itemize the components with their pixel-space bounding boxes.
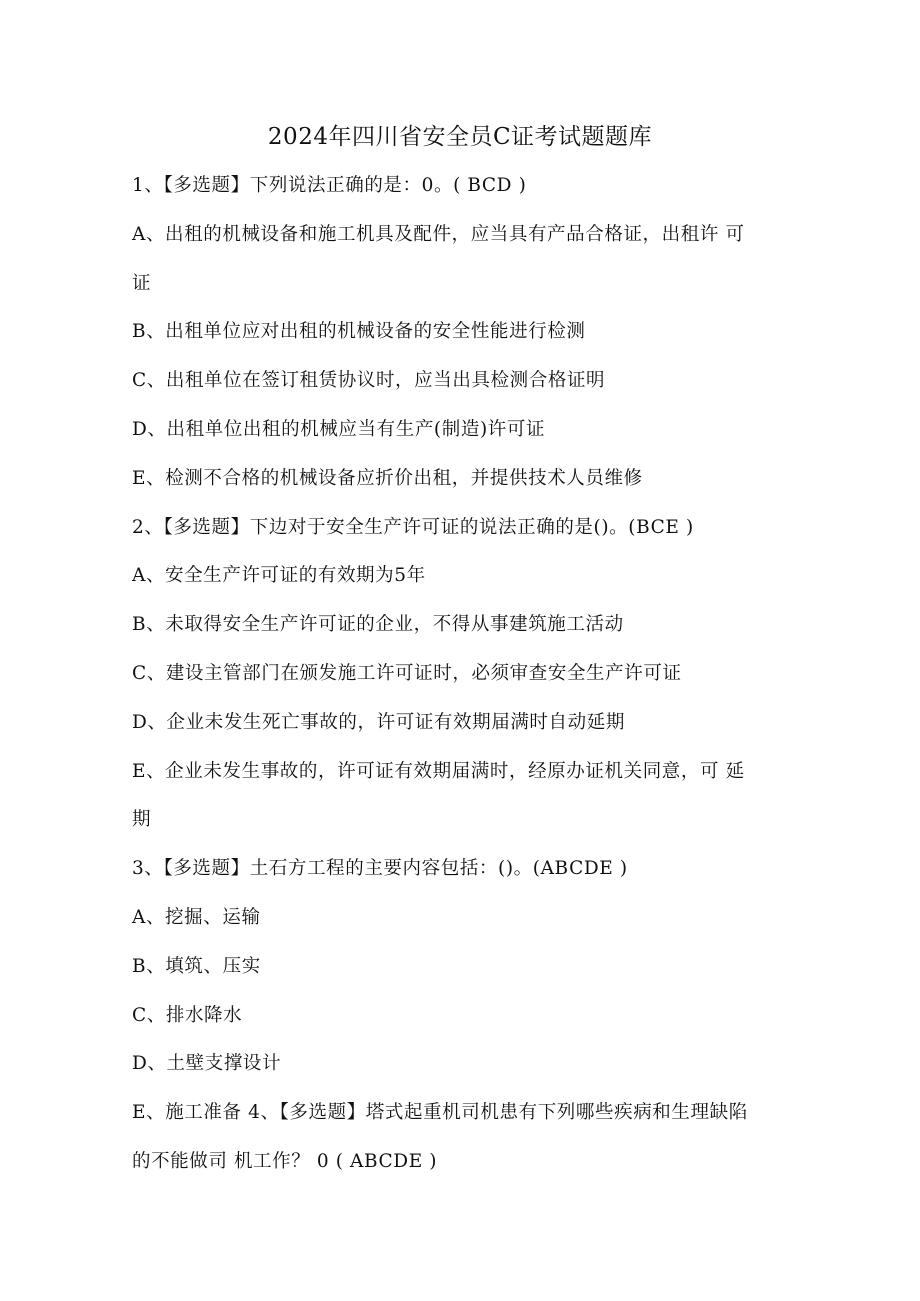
question-3-stem: 3、【多选题】土石方工程的主要内容包括：()。(ABCDE ) — [132, 858, 628, 880]
question-1-option-e: E、检测不合格的机械设备应折价出租，并提供技术人员维修 — [132, 467, 643, 489]
question-2-option-e-continued: 期 — [132, 809, 152, 831]
question-2-option-d: D、企业未发生死亡事故的，许可证有效期届满时自动延期 — [132, 711, 625, 733]
question-2-option-b: B、未取得安全生产许可证的企业，不得从事建筑施工活动 — [132, 614, 624, 636]
question-3-option-c: C、排水降水 — [132, 1004, 243, 1026]
question-1-option-a: A、出租的机械设备和施工机具及配件，应当具有产品合格证，出租许 可 — [132, 223, 745, 245]
question-2-option-e: E、企业未发生事故的，许可证有效期届满时，经原办证机关同意，可 延 — [132, 760, 745, 782]
question-1-option-c: C、出租单位在签订租赁协议时，应当出具检测合格证明 — [132, 370, 606, 392]
question-3-option-b: B、填筑、压实 — [132, 955, 261, 977]
question-2-option-a: A、安全生产许可证的有效期为5年 — [132, 565, 426, 587]
question-2-stem: 2、【多选题】下边对于安全生产许可证的说法正确的是()。(BCE ) — [132, 516, 694, 538]
question-3-option-a: A、挖掘、运输 — [132, 906, 261, 928]
question-1-option-b: B、出租单位应对出租的机械设备的安全性能进行检测 — [132, 321, 586, 343]
question-3-option-e-and-question-4-stem: E、施工准备 4、【多选题】塔式起重机司机患有下列哪些疾病和生理缺陷 — [132, 1102, 748, 1124]
question-2-option-c: C、建设主管部门在颁发施工许可证时，必须审查安全生产许可证 — [132, 662, 682, 684]
question-1-option-a-continued: 证 — [132, 272, 152, 294]
question-4-stem-continued: 的不能做司 机工作？ 0 ( ABCDE ) — [132, 1150, 438, 1172]
document-body — [132, 166, 792, 1191]
question-1-option-d: D、出租单位出租的机械应当有生产(制造)许可证 — [132, 418, 546, 440]
question-1-stem: 1、【多选题】下列说法正确的是：0。( BCD ) — [132, 175, 527, 196]
question-3-option-d: D、土壁支撑设计 — [132, 1053, 282, 1075]
document-title: 2024年四川省安全员C证考试题题库 — [267, 124, 653, 150]
